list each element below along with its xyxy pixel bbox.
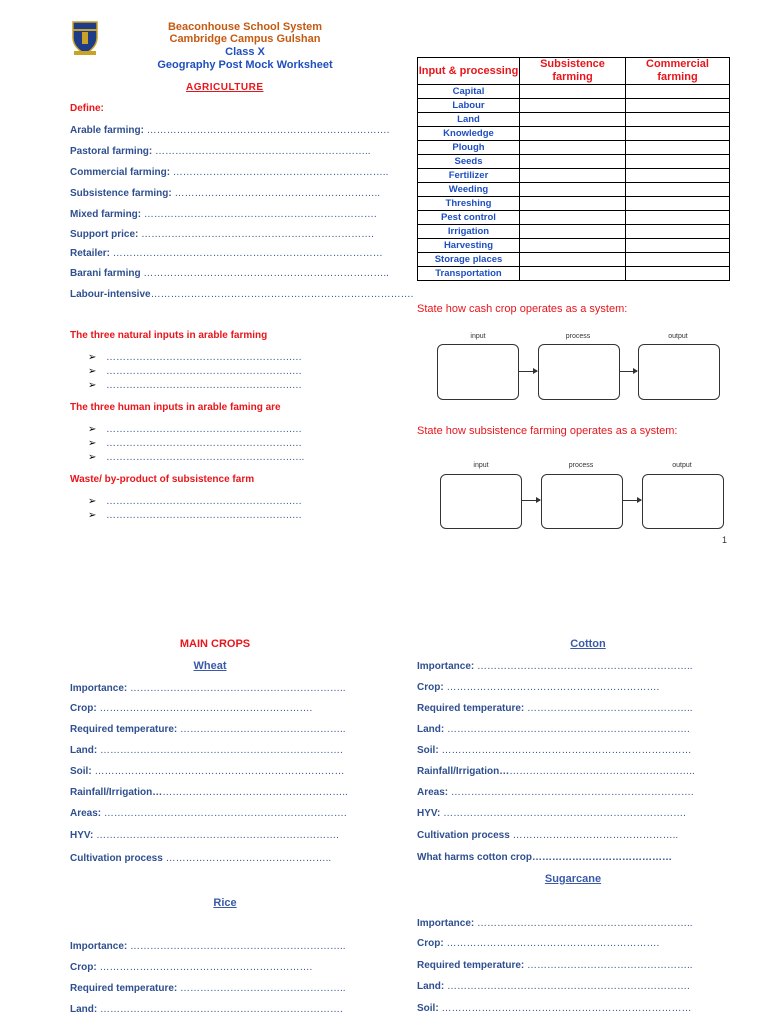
column-header: Subsistence farming: [520, 58, 626, 85]
answer-cell[interactable]: [520, 197, 626, 211]
answer-cell[interactable]: [520, 225, 626, 239]
table-row: Storage places: [418, 253, 730, 267]
answer-cell[interactable]: [520, 267, 626, 281]
process-label: process: [565, 333, 591, 340]
topic-title: AGRICULTURE: [186, 82, 264, 93]
table-row: Plough: [418, 141, 730, 155]
output-label: output: [668, 333, 688, 340]
answer-cell[interactable]: [626, 127, 730, 141]
class-label: Class X: [225, 46, 265, 58]
define-item: Labour-intensive…………………………………………………………………….: [70, 289, 414, 300]
output-box[interactable]: [638, 344, 720, 400]
answer-cell[interactable]: [520, 239, 626, 253]
field-row: Land: ……………………………………………………………….: [70, 745, 343, 756]
field-row: Areas: ……………………………………………………………….: [417, 787, 694, 798]
field-row: Areas: ……………………………………………………………….: [70, 808, 347, 819]
field-row: Soil: …………………………………………………………………: [417, 745, 692, 756]
field-row: Required temperature: …………………………………………..: [70, 983, 346, 994]
table-row: Land: [418, 113, 730, 127]
table-row: Labour: [418, 99, 730, 113]
table-row: Transportation: [418, 267, 730, 281]
field-row: Rainfall/Irrigation…………………………………………………..: [417, 766, 695, 777]
field-row: Land: ……………………………………………………………….: [417, 724, 690, 735]
worksheet-title: Geography Post Mock Worksheet: [157, 59, 333, 71]
process-label: process: [568, 462, 594, 469]
define-item: Retailer: ………………………………………………………………………: [70, 248, 383, 259]
answer-cell[interactable]: [626, 99, 730, 113]
field-row: Required temperature: …………………………………………..: [417, 960, 693, 971]
input-box[interactable]: [437, 344, 519, 400]
page-number: 1: [722, 535, 728, 545]
answer-cell[interactable]: [520, 155, 626, 169]
define-item: Barani farming ………………………………………………………………..: [70, 268, 389, 279]
field-row: Crop: ……………………………………………………….: [417, 682, 660, 693]
field-row: Land: ……………………………………………………………….: [417, 981, 690, 992]
answer-cell[interactable]: [520, 211, 626, 225]
field-row: Cultivation process …………………………………………..: [70, 853, 332, 864]
input-label: input: [470, 333, 486, 340]
answer-cell[interactable]: [520, 85, 626, 99]
define-item: Commercial farming: ………………………………………………………..: [70, 167, 389, 178]
flow-arrow-icon: [518, 371, 537, 372]
campus-name: Cambridge Campus Gulshan: [169, 33, 321, 45]
table-row: Pest control: [418, 211, 730, 225]
arrow-bullet-icon: ➢: [88, 352, 97, 363]
list-item: ➢ ……………………………………………….….: [88, 438, 302, 449]
arrow-bullet-icon: ➢: [88, 496, 97, 507]
main-crops-heading: MAIN CROPS: [179, 638, 251, 650]
cash-crop-system-question: State how cash crop operates as a system:: [417, 303, 628, 315]
output-label: output: [672, 462, 692, 469]
arrow-bullet-icon: ➢: [88, 510, 97, 521]
process-box[interactable]: [538, 344, 620, 400]
list-item: ➢ ……………………………………………….….: [88, 366, 302, 377]
answer-cell[interactable]: [626, 183, 730, 197]
table-row: Threshing: [418, 197, 730, 211]
define-item: Pastoral farming: ………………………………………………………..: [70, 146, 371, 157]
column-header: Commercial farming: [626, 58, 730, 85]
list-item: ➢ ……………………………………………….….: [88, 496, 302, 507]
table-row: Seeds: [418, 155, 730, 169]
define-item: Arable farming: ……………………………………………………………….: [70, 125, 390, 136]
arrow-bullet-icon: ➢: [88, 438, 97, 449]
field-row: Land: ……………………………………………………………….: [70, 1004, 343, 1015]
column-header: Input & processing: [418, 58, 520, 85]
answer-cell[interactable]: [626, 267, 730, 281]
school-logo: [70, 20, 100, 56]
table-row: Weeding: [418, 183, 730, 197]
field-row: HYV: ……………………………………………………………….: [70, 830, 339, 841]
field-row: Rainfall/Irrigation…………………………………………………..: [70, 787, 348, 798]
input-processing-table: [417, 57, 730, 281]
field-row: Importance: ………………………………………………………..: [70, 941, 346, 952]
answer-cell[interactable]: [520, 99, 626, 113]
table-row: Irrigation: [418, 225, 730, 239]
answer-cell[interactable]: [520, 127, 626, 141]
wheat-heading: Wheat: [193, 660, 227, 672]
field-row: Importance: ………………………………………………………..: [417, 661, 693, 672]
sugarcane-heading: Sugarcane: [544, 873, 602, 885]
answer-cell[interactable]: [520, 113, 626, 127]
human-inputs-heading: The three human inputs in arable faming are: [70, 402, 281, 413]
arrow-bullet-icon: ➢: [88, 424, 97, 435]
field-row: Soil: …………………………………………………………………: [70, 766, 345, 777]
list-item: ➢ ……………………………………………….….: [88, 380, 302, 391]
table-row: Knowledge: [418, 127, 730, 141]
arrow-bullet-icon: ➢: [88, 366, 97, 377]
subsistence-system-question: State how subsistence farming operates as a system:: [417, 425, 678, 437]
field-row: What harms cotton crop……………………………………: [417, 852, 673, 863]
table-header-row: [418, 58, 730, 85]
answer-cell[interactable]: [626, 155, 730, 169]
field-row: Cultivation process …………………………………………..: [417, 830, 679, 841]
answer-cell[interactable]: [626, 85, 730, 99]
answer-cell[interactable]: [626, 225, 730, 239]
answer-cell[interactable]: [626, 211, 730, 225]
field-row: Crop: ……………………………………………………….: [70, 962, 313, 973]
table-row: Fertilizer: [418, 169, 730, 183]
arrow-bullet-icon: ➢: [88, 380, 97, 391]
table-row: Harvesting: [418, 239, 730, 253]
field-row: Crop: ……………………………………………………….: [417, 938, 660, 949]
school-name: Beaconhouse School System: [167, 21, 323, 33]
define-item: Subsistence farming: ……………………………………………………..: [70, 188, 381, 199]
answer-cell[interactable]: [520, 169, 626, 183]
field-row: HYV: ……………………………………………………………….: [417, 808, 686, 819]
answer-cell[interactable]: [520, 183, 626, 197]
rice-heading: Rice: [213, 897, 237, 909]
define-heading: Define:: [70, 103, 104, 114]
input-box[interactable]: [440, 474, 522, 529]
field-row: Importance: ………………………………………………………..: [417, 918, 693, 929]
list-item: ➢ ……………………………………………….….: [88, 510, 302, 521]
arrow-bullet-icon: ➢: [88, 452, 97, 463]
flow-arrow-icon: [619, 371, 637, 372]
process-box[interactable]: [541, 474, 623, 529]
answer-cell[interactable]: [626, 239, 730, 253]
answer-cell[interactable]: [520, 253, 626, 267]
natural-inputs-heading: The three natural inputs in arable farming: [70, 330, 268, 341]
list-item: ➢ ……………………………………………….….: [88, 352, 302, 363]
list-item: ➢ ……………………………………………….….: [88, 424, 302, 435]
list-item: ➢ ……………………………………………….…..: [88, 452, 305, 463]
table-row: Capital: [418, 85, 730, 99]
flow-arrow-icon: [622, 500, 641, 501]
answer-cell[interactable]: [626, 253, 730, 267]
input-label: input: [473, 462, 489, 469]
answer-cell[interactable]: [626, 113, 730, 127]
field-row: Required temperature: …………………………………………..: [70, 724, 346, 735]
field-row: Soil: …………………………………………………………………: [417, 1003, 692, 1014]
flow-arrow-icon: [521, 500, 540, 501]
answer-cell[interactable]: [626, 197, 730, 211]
field-row: Importance: ………………………………………………………..: [70, 683, 346, 694]
answer-cell[interactable]: [626, 169, 730, 183]
field-row: Required temperature: …………………………………………..: [417, 703, 693, 714]
answer-cell[interactable]: [626, 141, 730, 155]
define-item: Support price: …………………………………………………………….: [70, 229, 374, 240]
waste-heading: Waste/ by-product of subsistence farm: [70, 474, 255, 485]
field-row: Crop: ……………………………………………………….: [70, 703, 313, 714]
output-box[interactable]: [642, 474, 724, 529]
define-item: Mixed farming: …………………………………………………………….: [70, 209, 377, 220]
answer-cell[interactable]: [520, 141, 626, 155]
cotton-heading: Cotton: [570, 638, 606, 650]
